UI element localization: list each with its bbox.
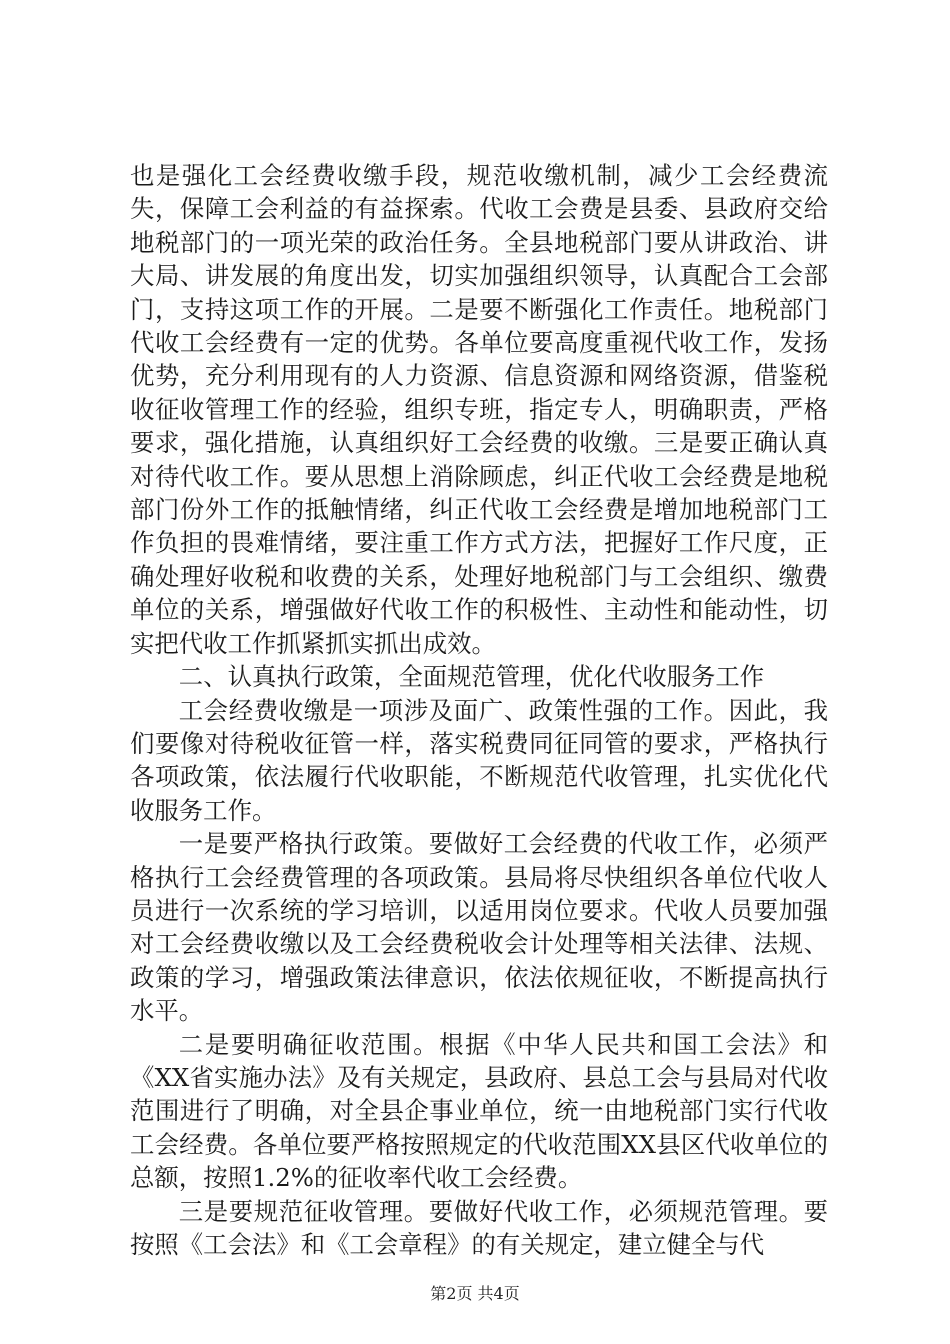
page-number-footer: 第2页 共4页 — [430, 1284, 520, 1303]
section-heading: 二、认真执行政策，全面规范管理，优化代收服务工作 — [178, 662, 765, 692]
paragraph: 一是要严格执行政策。要做好工会经费的代收工作，必须严格执行工会经费管理的各项政策。县局将尽快组织各单位代收人员进行一次系统的学习培训，以适用岗位要求。代收人员要加强对工会经费收缴以及工会经费税收会计处理等相关法律、法规、政策的学习，增强政策法律意识，依法依规征收，不断提高执行水平。 — [130, 829, 828, 1026]
paragraph: 三是要规范征收管理。要做好代收工作，必须规范管理。要按照《工会法》和《工会章程》的有关规定，建立健全与代 — [130, 1196, 828, 1259]
paragraph-continuation: 也是强化工会经费收缴手段，规范收缴机制，减少工会经费流失，保障工会利益的有益探索。代收工会费是县委、县政府交给地税部门的一项光荣的政治任务。全县地税部门要从讲政治、讲大局、讲发展的角度出发，切实加强组织领导，认真配合工会部门，支持这项工作的开展。二是要不断强化工作责任。地税部门代收工会经费有一定的优势。各单位要高度重视代收工作，发扬优势，充分利用现有的人力资源、信息资源和网络资源，借鉴税收征收管理工作的经验，组织专班，指定专人，明确职责，严格要求，强化措施，认真组织好工会经费的收缴。三是要正确认真对待代收工作。要从思想上消除顾虑，纠正代收工会经费是地税部门份外工作的抵触情绪，纠正代收工会经费是增加地税部门工作负担的畏难情绪，要注重工作方式方法，把握好工作尺度，正确处理好收税和收费的关系，处理好地税部门与工会组织、缴费单位的关系，增强做好代收工作的积极性、主动性和能动性，切实把代收工作抓紧抓实抓出成效。 — [130, 161, 828, 658]
document-body — [130, 159, 828, 1261]
paragraph: 工会经费收缴是一项涉及面广、政策性强的工作。因此，我们要像对待税收征管一样，落实税费同征同管的要求，严格执行各项政策，依法履行代收职能，不断规范代收管理，扎实优化代收服务工作。 — [130, 695, 828, 825]
paragraph: 二是要明确征收范围。根据《中华人民共和国工会法》和《XX省实施办法》及有关规定，县政府、县总工会与县局对代收范围进行了明确，对全县企事业单位，统一由地税部门实行代收工会经费。各单位要严格按照规定的代收范围XX县区代收单位的总额，按照1.2%的征收率代收工会经费。 — [130, 1029, 828, 1193]
